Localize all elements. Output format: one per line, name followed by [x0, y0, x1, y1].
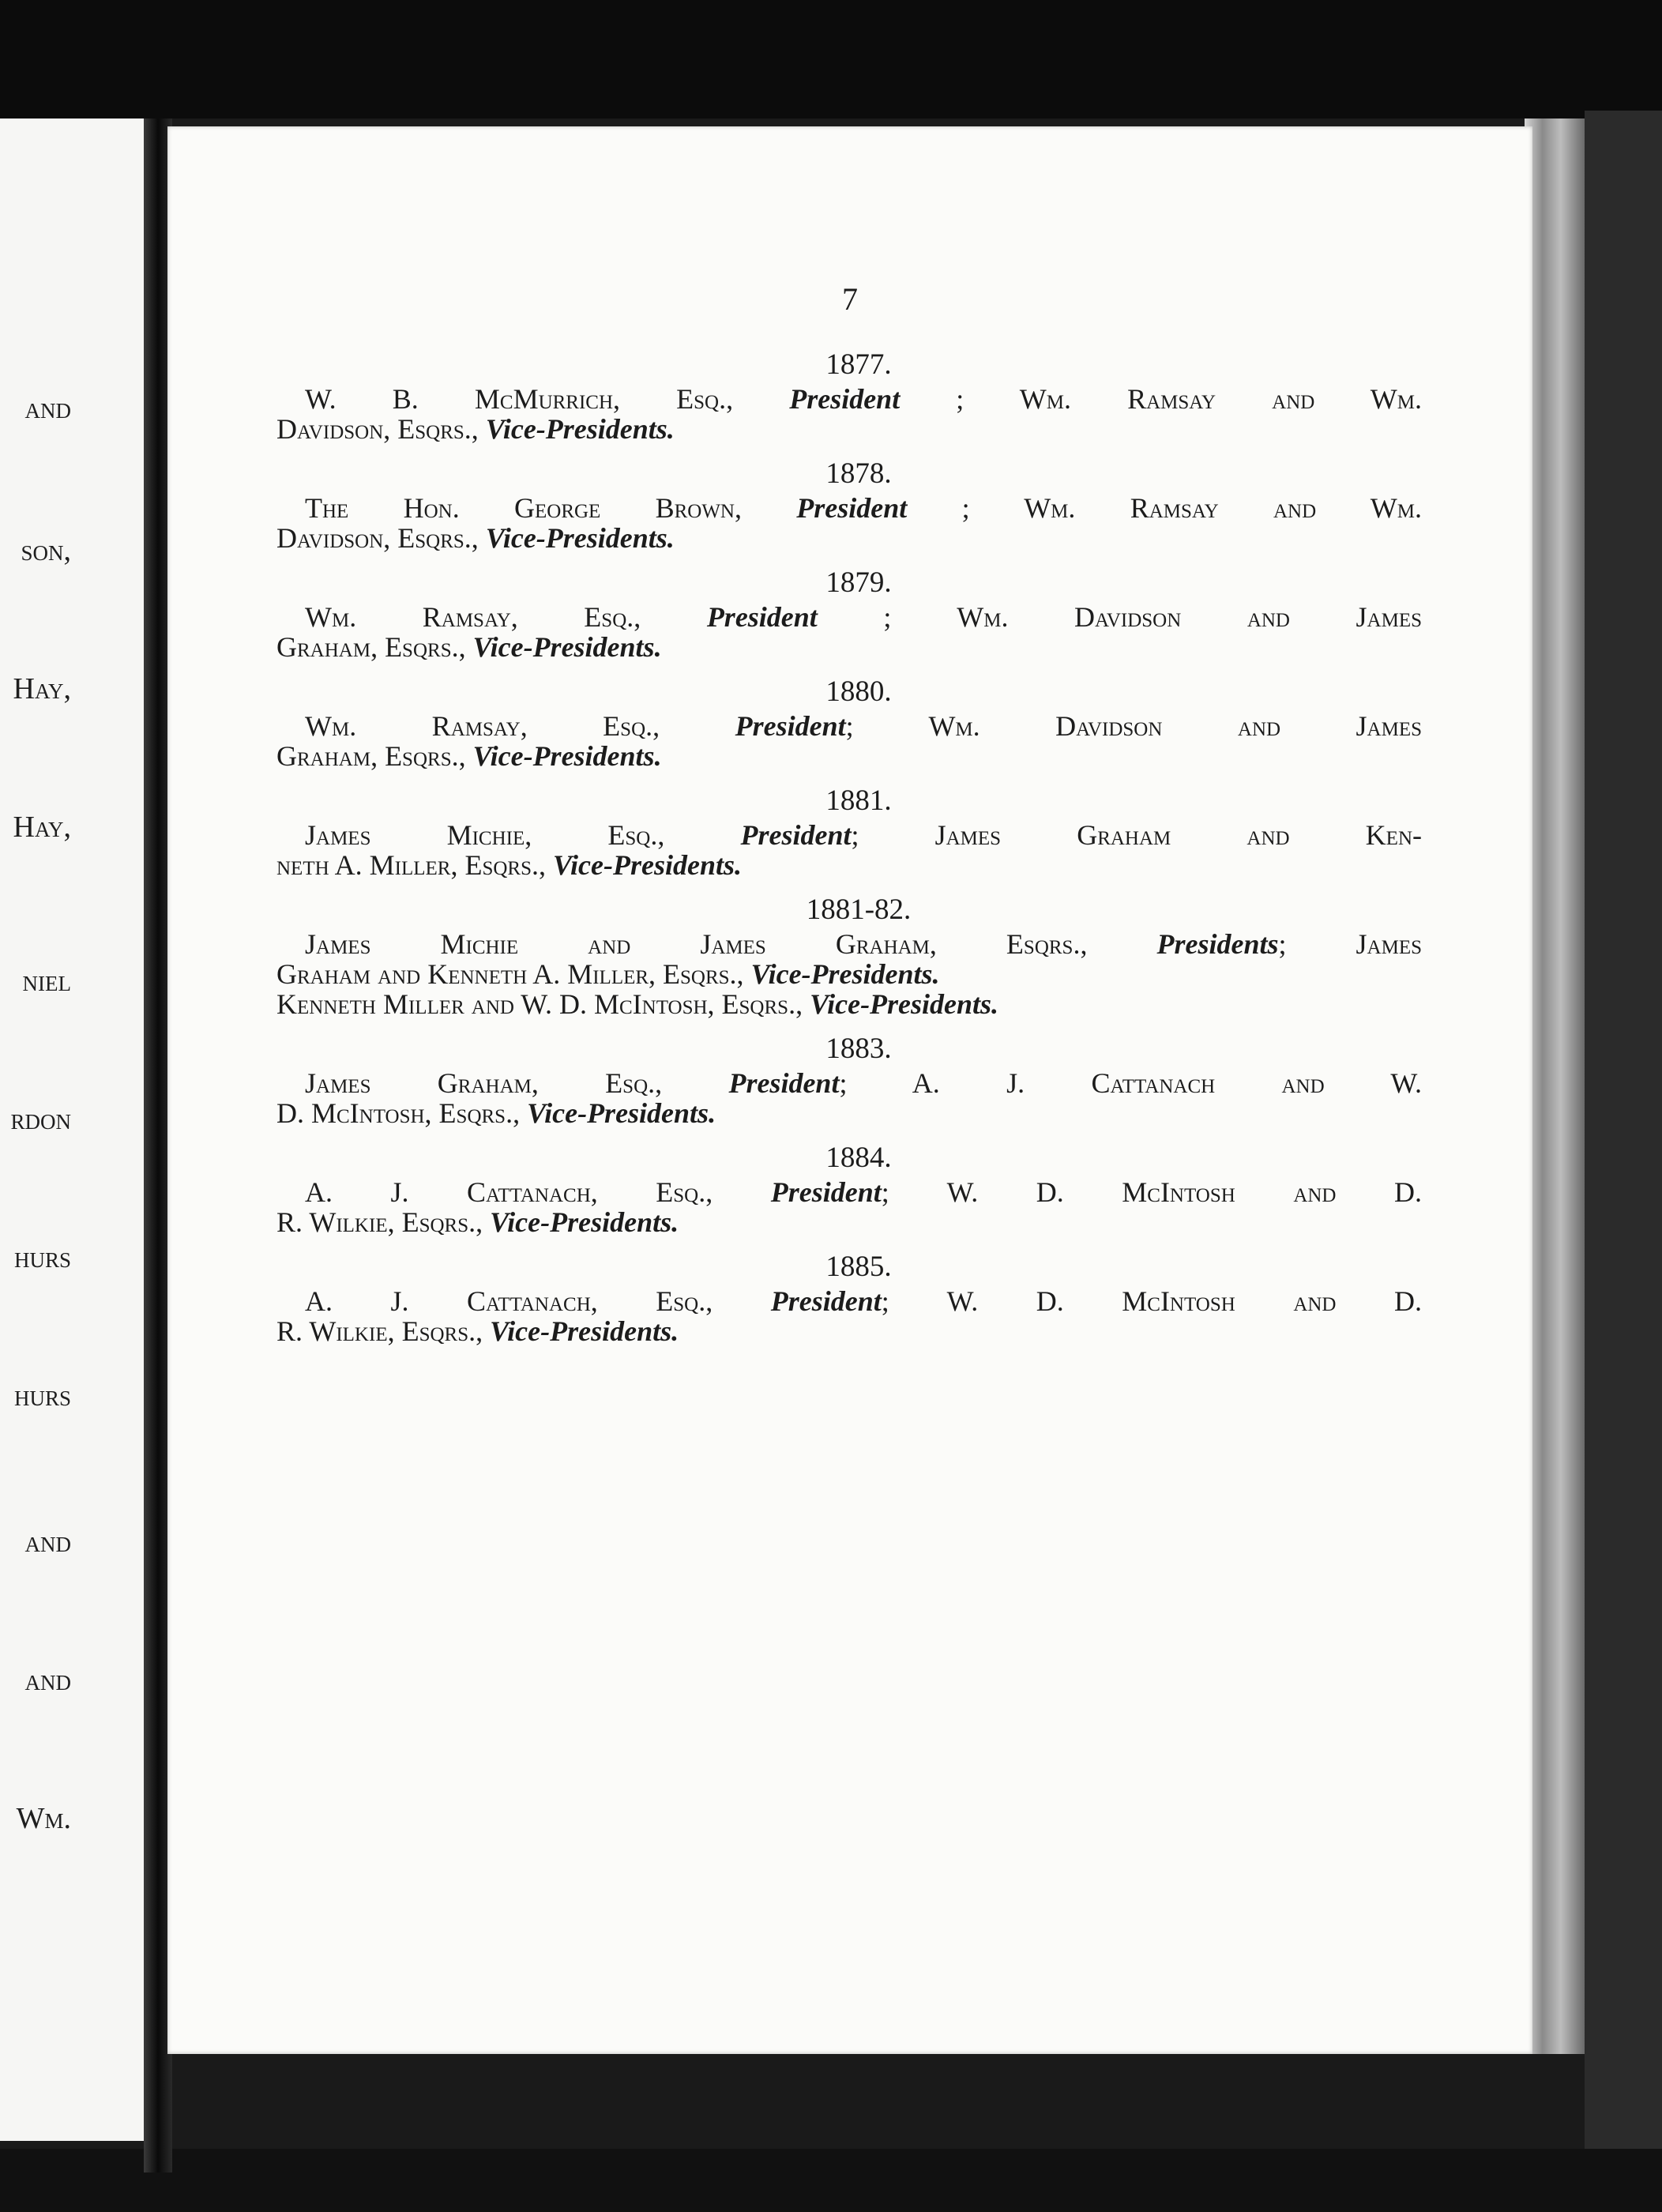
office-title: Presidents: [1156, 928, 1279, 960]
left-page-fragment-text: son,: [21, 534, 71, 567]
names-text: Graham, Esqrs.,: [276, 740, 473, 772]
left-page-fragment: [0, 118, 144, 2141]
office-title: President: [789, 383, 901, 415]
entry-line: [276, 929, 1422, 959]
office-title: Vice-Presidents.: [485, 413, 675, 445]
office-title: President: [706, 601, 818, 633]
entry-line: [276, 1316, 1422, 1346]
names-text: ; W. D. McIntosh and D.: [881, 1285, 1422, 1317]
names-text: Graham and Kenneth A. Miller, Esqrs.,: [276, 958, 751, 990]
entry-line: [276, 989, 1422, 1019]
officer-list: [276, 346, 1422, 1357]
officer-entry: [276, 1248, 1422, 1346]
left-page-fragment-text: and: [24, 1525, 71, 1559]
left-page-fragment-text: rdon: [10, 1103, 71, 1136]
names-text: W. B. McMurrich, Esq.,: [305, 383, 790, 415]
office-title: Vice-Presidents.: [553, 849, 742, 881]
names-text: R. Wilkie, Esqrs.,: [276, 1206, 491, 1238]
right-page: [167, 126, 1532, 2054]
office-title: Vice-Presidents.: [472, 631, 662, 663]
office-title: Vice-Presidents.: [810, 988, 999, 1020]
names-text: A. J. Cattanach, Esq.,: [305, 1176, 771, 1208]
names-text: R. Wilkie, Esqrs.,: [276, 1315, 491, 1347]
office-title: Vice-Presidents.: [490, 1315, 679, 1347]
names-text: ; James: [1278, 928, 1422, 960]
names-text: ; W. D. McIntosh and D.: [881, 1176, 1422, 1208]
entry-line: [276, 850, 1422, 880]
names-text: Kenneth Miller and W. D. McIntosh, Esqrs.,: [276, 988, 810, 1020]
entry-line: [276, 384, 1422, 414]
left-page-fragment-text: and: [24, 392, 71, 425]
left-page-fragment-text: Hay,: [13, 811, 71, 844]
entry-year: 1885.: [825, 1251, 892, 1283]
officer-entry: [276, 1139, 1422, 1237]
entry-line: [276, 959, 1422, 989]
names-text: ; Wm. Davidson and James: [845, 710, 1422, 742]
entry-line: [276, 1177, 1422, 1207]
names-text: James Michie, Esq.,: [305, 819, 741, 851]
left-page-fragment-text: niel: [22, 965, 71, 998]
entry-line: [276, 711, 1422, 741]
entry-line: [276, 414, 1422, 444]
names-text: D. McIntosh, Esqrs.,: [276, 1097, 528, 1129]
names-text: Davidson, Esqrs.,: [276, 522, 486, 554]
left-page-fragment-text: and: [24, 1664, 71, 1697]
bottom-dark-border: [0, 2149, 1662, 2212]
office-title: Vice-Presidents.: [485, 522, 675, 554]
names-text: A. J. Cattanach, Esq.,: [305, 1285, 771, 1317]
names-text: James Graham, Esq.,: [305, 1067, 729, 1099]
office-title: President: [735, 710, 846, 742]
entry-line: [276, 602, 1422, 632]
book-page-edges: [1525, 118, 1585, 2054]
entry-line: [276, 523, 1422, 553]
entry-line: [276, 741, 1422, 771]
office-title: Vice-Presidents.: [490, 1206, 679, 1238]
names-text: Wm. Ramsay, Esq.,: [305, 710, 735, 742]
officer-entry: [276, 673, 1422, 771]
office-title: Vice-Presidents.: [750, 958, 940, 990]
entry-line: [276, 820, 1422, 850]
entry-line: [276, 1207, 1422, 1237]
names-text: James Michie and James Graham, Esqrs.,: [305, 928, 1157, 960]
entry-year: 1883.: [825, 1033, 892, 1065]
officer-entry: [276, 1030, 1422, 1128]
entry-year: 1881.: [825, 784, 892, 817]
names-text: ; A. J. Cattanach and W.: [839, 1067, 1423, 1099]
office-title: President: [728, 1067, 840, 1099]
officer-entry: [276, 891, 1422, 1019]
entry-year: 1877.: [825, 348, 892, 381]
names-text: Graham, Esqrs.,: [276, 631, 473, 663]
entry-line: [276, 632, 1422, 662]
left-page-fragment-text: Hay,: [13, 672, 71, 705]
right-dark-border: [1585, 111, 1662, 2212]
officer-entry: [276, 782, 1422, 880]
officer-entry: [276, 346, 1422, 444]
office-title: President: [796, 492, 908, 524]
office-title: President: [770, 1176, 882, 1208]
names-text: Davidson, Esqrs.,: [276, 413, 486, 445]
names-text: ; James Graham and Ken-: [851, 819, 1422, 851]
office-title: President: [740, 819, 852, 851]
page-number: 7: [842, 281, 858, 317]
entry-line: [276, 1098, 1422, 1128]
office-title: Vice-Presidents.: [472, 740, 662, 772]
office-title: President: [770, 1285, 882, 1317]
entry-year: 1880.: [825, 675, 892, 708]
names-text: ; Wm. Davidson and James: [817, 601, 1423, 633]
names-text: ; Wm. Ramsay and Wm.: [907, 492, 1422, 524]
names-text: The Hon. George Brown,: [305, 492, 797, 524]
left-page-fragment-text: hurs: [13, 1379, 71, 1413]
entry-line: [276, 1286, 1422, 1316]
left-page-fragment-text: hurs: [13, 1241, 71, 1274]
top-dark-border: [0, 0, 1662, 118]
left-page-fragment-text: Wm.: [16, 1802, 71, 1835]
names-text: ; Wm. Ramsay and Wm.: [900, 383, 1422, 415]
names-text: Wm. Ramsay, Esq.,: [305, 601, 707, 633]
entry-year: 1879.: [825, 566, 892, 599]
names-text: neth A. Miller, Esqrs.,: [276, 849, 554, 881]
entry-year: 1878.: [825, 457, 892, 490]
entry-line: [276, 1068, 1422, 1098]
officer-entry: [276, 455, 1422, 553]
entry-year: 1884.: [825, 1142, 892, 1174]
office-title: Vice-Presidents.: [527, 1097, 716, 1129]
entry-year: 1881-82.: [806, 893, 912, 926]
officer-entry: [276, 564, 1422, 662]
entry-line: [276, 493, 1422, 523]
